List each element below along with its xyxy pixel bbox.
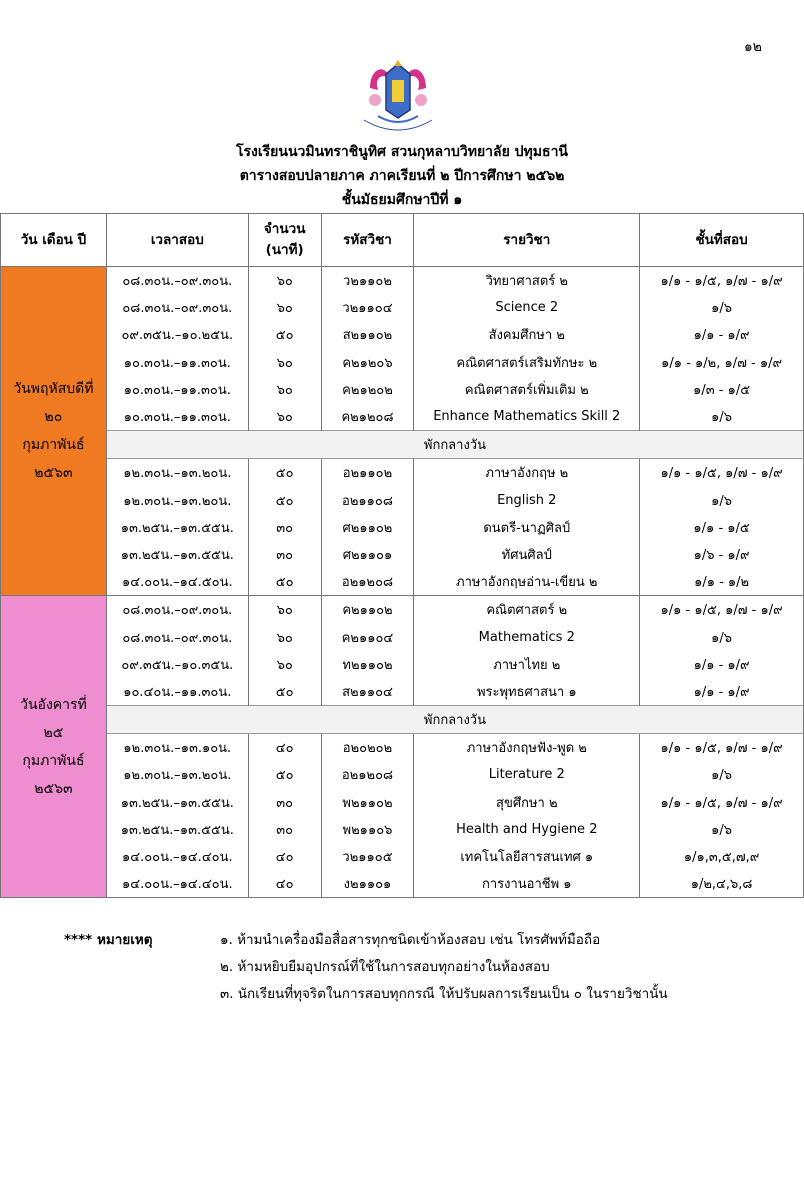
school-logo (350, 58, 446, 138)
exam-duration: ๕๐ (248, 459, 321, 487)
table-row (1, 870, 804, 898)
exam-rooms: ๑/๖ (640, 487, 804, 514)
notes-title: **** หมายเหตุ (64, 932, 153, 948)
table-row (1, 459, 804, 487)
note-item: ๓. นักเรียนที่ทุจริตในการสอบทุกกรณี ให้ปรับผลการเรียนเป็น ๐ ในรายวิชานั้น (220, 986, 668, 1002)
exam-time: ๐๘.๓๐น.–๐๙.๓๐น. (106, 294, 248, 321)
exam-duration: ๖๐ (248, 376, 321, 403)
exam-rooms: ๑/๑ - ๑/๕, ๑/๗ - ๑/๙ (640, 267, 804, 295)
exam-time: ๐๘.๓๐น.–๐๙.๓๐น. (106, 623, 248, 650)
exam-duration: ๖๐ (248, 403, 321, 431)
table-row (1, 267, 804, 295)
exam-duration: ๖๐ (248, 623, 321, 650)
exam-rooms: ๑/๖ (640, 816, 804, 843)
header-time: เวลาสอบ (106, 214, 248, 267)
exam-duration: ๕๐ (248, 487, 321, 514)
schedule-title: ตารางสอบปลายภาค ภาคเรียนที่ ๒ ปีการศึกษา ๒๕๖๒ (239, 168, 565, 184)
subject-name: ภาษาไทย ๒ (414, 651, 640, 678)
table-row (1, 403, 804, 431)
table-row (1, 568, 804, 596)
exam-rooms: ๑/๑,๓,๕,๗,๙ (640, 843, 804, 870)
table-row (1, 376, 804, 403)
day-cell (1, 267, 107, 596)
subject-code: ว๒๑๑๐๔ (321, 294, 414, 321)
exam-time: ๑๔.๐๐น.–๑๔.๔๐น. (106, 843, 248, 870)
document-header (0, 140, 804, 212)
note-item: ๒. ห้ามหยิบยืมอุปกรณ์ที่ใช้ในการสอบทุกอย่างในห้องสอบ (220, 959, 550, 975)
subject-code: อ๒๑๒๐๘ (321, 568, 414, 596)
subject-name: English 2 (414, 487, 640, 514)
day-name: วันอังคารที่ (20, 696, 87, 713)
exam-duration: ๕๐ (248, 568, 321, 596)
header-duration (248, 214, 321, 267)
subject-code: ค๒๑๒๐๒ (321, 376, 414, 403)
subject-name: ดนตรี-นาฏศิลป์ (414, 514, 640, 541)
exam-rooms: ๑/๖ (640, 294, 804, 321)
lunch-break-row (1, 706, 804, 734)
exam-duration: ๓๐ (248, 789, 321, 816)
school-name: โรงเรียนนวมินทราชินูทิศ สวนกุหลาบวิทยาลัย ปทุมธานี (236, 144, 568, 160)
exam-duration: ๓๐ (248, 514, 321, 541)
subject-name: การงานอาชีพ ๑ (414, 870, 640, 898)
exam-duration: ๔๐ (248, 870, 321, 898)
subject-code: อ๒๑๑๐๒ (321, 459, 414, 487)
subject-name: Enhance Mathematics Skill 2 (414, 403, 640, 431)
exam-time: ๑๔.๐๐น.–๑๔.๔๐น. (106, 870, 248, 898)
exam-rooms: ๑/๒,๔,๖,๘ (640, 870, 804, 898)
subject-name: ภาษาอังกฤษ ๒ (414, 459, 640, 487)
exam-rooms: ๑/๑ - ๑/๒ (640, 568, 804, 596)
exam-rooms: ๑/๓ - ๑/๕ (640, 376, 804, 403)
exam-rooms: ๑/๑ - ๑/๙ (640, 678, 804, 706)
subject-name: สุขศึกษา ๒ (414, 789, 640, 816)
note-item: ๑. ห้ามนำเครื่องมือสื่อสารทุกชนิดเข้าห้องสอบ เช่น โทรศัพท์มือถือ (220, 932, 601, 948)
exam-time: ๐๘.๓๐น.–๐๙.๓๐น. (106, 267, 248, 295)
exam-time: ๑๒.๓๐น.–๑๓.๒๐น. (106, 459, 248, 487)
header-subject: รายวิชา (414, 214, 640, 267)
exam-time: ๐๙.๓๕น.–๑๐.๓๕น. (106, 651, 248, 678)
exam-duration: ๓๐ (248, 816, 321, 843)
day-name: วันพฤหัสบดีที่ (13, 381, 94, 398)
table-row (1, 321, 804, 348)
subject-name: วิทยาศาสตร์ ๒ (414, 267, 640, 295)
header-date: วัน เดือน ปี (1, 214, 107, 267)
page-number: ๑๒ (743, 39, 762, 55)
table-row (1, 651, 804, 678)
subject-code: ค๒๑๑๐๒ (321, 596, 414, 624)
subject-name: Literature 2 (414, 761, 640, 788)
table-row (1, 789, 804, 816)
exam-duration: ๓๐ (248, 541, 321, 568)
exam-rooms: ๑/๖ (640, 403, 804, 431)
exam-duration: ๖๐ (248, 294, 321, 321)
subject-name: เทคโนโลยีสารสนเทศ ๑ (414, 843, 640, 870)
exam-time: ๑๐.๔๐น.–๑๑.๓๐น. (106, 678, 248, 706)
subject-name: ภาษาอังกฤษอ่าน-เขียน ๒ (414, 568, 640, 596)
subject-code: ค๒๑๒๐๖ (321, 349, 414, 376)
exam-rooms: ๑/๖ - ๑/๙ (640, 541, 804, 568)
lunch-break-row (1, 431, 804, 459)
subject-name: Science 2 (414, 294, 640, 321)
exam-duration: ๕๐ (248, 678, 321, 706)
header-code: รหัสวิชา (321, 214, 414, 267)
exam-time: ๑๔.๐๐น.–๑๔.๕๐น. (106, 568, 248, 596)
exam-time: ๑๒.๓๐น.–๑๓.๒๐น. (106, 487, 248, 514)
table-row (1, 294, 804, 321)
subject-code: ท๒๑๑๐๒ (321, 651, 414, 678)
exam-duration: ๕๐ (248, 321, 321, 348)
table-header-row (1, 214, 804, 267)
subject-name: พระพุทธศาสนา ๑ (414, 678, 640, 706)
day-month: กุมภาพันธ์ (22, 752, 85, 769)
exam-rooms: ๑/๑ - ๑/๙ (640, 651, 804, 678)
table-row (1, 734, 804, 762)
subject-name: คณิตศาสตร์ ๒ (414, 596, 640, 624)
subject-name: Mathematics 2 (414, 623, 640, 650)
subject-name: ทัศนศิลป์ (414, 541, 640, 568)
subject-code: ว๒๑๑๐๒ (321, 267, 414, 295)
day-cell (1, 596, 107, 898)
header-rooms: ชั้นที่สอบ (640, 214, 804, 267)
day-year: ๒๕๖๓ (34, 780, 73, 797)
exam-time: ๐๘.๓๐น.–๐๙.๓๐น. (106, 596, 248, 624)
subject-code: ส๒๑๑๐๒ (321, 321, 414, 348)
subject-name: ภาษาอังกฤษฟัง-พูด ๒ (414, 734, 640, 762)
exam-time: ๑๓.๒๕น.–๑๓.๕๕น. (106, 514, 248, 541)
subject-code: อ๒๑๑๐๘ (321, 487, 414, 514)
subject-code: ค๒๑๒๐๘ (321, 403, 414, 431)
day-month: กุมภาพันธ์ (22, 437, 85, 454)
day-number: ๒๕ (43, 724, 64, 741)
exam-rooms: ๑/๑ - ๑/๕, ๑/๗ - ๑/๙ (640, 596, 804, 624)
exam-rooms: ๑/๖ (640, 623, 804, 650)
exam-rooms: ๑/๑ - ๑/๕, ๑/๗ - ๑/๙ (640, 789, 804, 816)
subject-code: ศ๒๑๑๐๑ (321, 541, 414, 568)
exam-rooms: ๑/๑ - ๑/๙ (640, 321, 804, 348)
subject-name: Health and Hygiene 2 (414, 816, 640, 843)
header-duration-line-1: จำนวน (263, 221, 306, 237)
subject-code: ส๒๑๑๐๔ (321, 678, 414, 706)
subject-name: คณิตศาสตร์เพิ่มเติม ๒ (414, 376, 640, 403)
exam-time: ๑๒.๓๐น.–๑๓.๒๐น. (106, 761, 248, 788)
exam-time: ๑๐.๓๐น.–๑๑.๓๐น. (106, 349, 248, 376)
lunch-break-label: พักกลางวัน (106, 706, 803, 734)
subject-code: ค๒๑๑๐๔ (321, 623, 414, 650)
table-row (1, 678, 804, 706)
subject-code: อ๒๑๒๐๘ (321, 761, 414, 788)
exam-time: ๑๓.๒๕น.–๑๓.๕๕น. (106, 541, 248, 568)
exam-time: ๑๐.๓๐น.–๑๑.๓๐น. (106, 403, 248, 431)
header-duration-line-2: (นาที) (265, 242, 304, 258)
table-row (1, 623, 804, 650)
grade-level: ชั้นมัธยมศึกษาปีที่ ๑ (341, 192, 463, 208)
table-row (1, 487, 804, 514)
day-number: ๒๐ (44, 409, 63, 426)
subject-code: ง๒๑๑๐๑ (321, 870, 414, 898)
exam-schedule-table (0, 213, 804, 898)
table-row (1, 514, 804, 541)
table-row (1, 541, 804, 568)
exam-rooms: ๑/๑ - ๑/๕ (640, 514, 804, 541)
subject-name: สังคมศึกษา ๒ (414, 321, 640, 348)
table-row (1, 843, 804, 870)
lunch-break-label: พักกลางวัน (106, 431, 803, 459)
exam-rooms: ๑/๑ - ๑/๒, ๑/๗ - ๑/๙ (640, 349, 804, 376)
exam-duration: ๔๐ (248, 734, 321, 762)
exam-duration: ๖๐ (248, 596, 321, 624)
exam-rooms: ๑/๑ - ๑/๕, ๑/๗ - ๑/๙ (640, 459, 804, 487)
table-row (1, 761, 804, 788)
exam-duration: ๖๐ (248, 349, 321, 376)
exam-time: ๑๓.๒๕น.–๑๓.๕๕น. (106, 789, 248, 816)
exam-rooms: ๑/๑ - ๑/๕, ๑/๗ - ๑/๙ (640, 734, 804, 762)
exam-time: ๐๙.๓๕น.–๑๐.๒๕น. (106, 321, 248, 348)
exam-time: ๑๐.๓๐น.–๑๑.๓๐น. (106, 376, 248, 403)
subject-code: พ๒๑๑๐๒ (321, 789, 414, 816)
subject-code: อ๒๐๒๐๒ (321, 734, 414, 762)
exam-rooms: ๑/๖ (640, 761, 804, 788)
subject-name: คณิตศาสตร์เสริมทักษะ ๒ (414, 349, 640, 376)
subject-code: พ๒๑๑๐๖ (321, 816, 414, 843)
exam-duration: ๔๐ (248, 843, 321, 870)
subject-code: ว๒๑๑๐๕ (321, 843, 414, 870)
exam-duration: ๖๐ (248, 267, 321, 295)
table-row (1, 816, 804, 843)
table-row (1, 349, 804, 376)
table-row (1, 596, 804, 624)
exam-duration: ๖๐ (248, 651, 321, 678)
day-year: ๒๕๖๓ (34, 465, 73, 482)
exam-time: ๑๓.๒๕น.–๑๓.๕๕น. (106, 816, 248, 843)
subject-code: ศ๒๑๑๐๒ (321, 514, 414, 541)
exam-time: ๑๒.๓๐น.–๑๓.๑๐น. (106, 734, 248, 762)
exam-duration: ๕๐ (248, 761, 321, 788)
